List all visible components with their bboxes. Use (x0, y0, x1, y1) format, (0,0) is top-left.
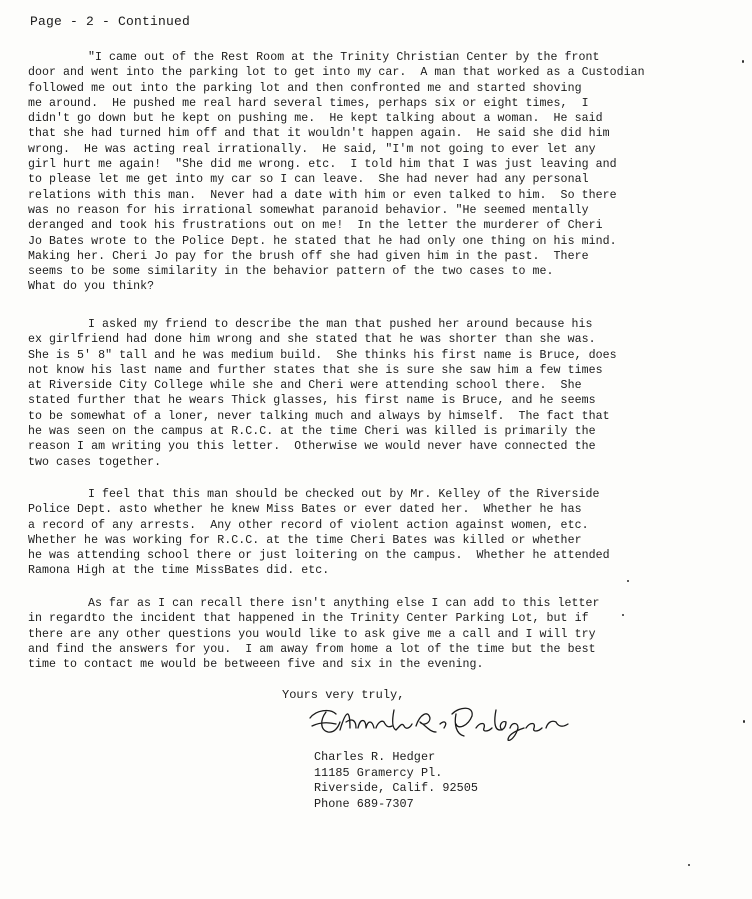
closing-line: Yours very truly, (282, 688, 405, 702)
text-line: What do you think? (28, 280, 155, 294)
text-line: seems to be some similarity in the behavior pattern of the two cases to me. (28, 265, 554, 279)
scan-speck (627, 580, 629, 582)
text-line: Whether he was working for R.C.C. at the time Cheri Bates was killed or whether (28, 533, 582, 547)
text-line: was no reason for his irrational somewhat paranoid behavior. "He seemed mentally (28, 203, 589, 217)
text-line: he was attending school there or just loitering on the campus. Whether he attended (28, 549, 610, 563)
text-line: a record of any arrests. Any other record of violent action against women, etc. (28, 518, 589, 532)
text-line: relations with this man. Never had a date with him or even talked to him. So there (28, 188, 617, 202)
text-line: not know his last name and further states that she is sure she saw him a few times (28, 363, 603, 377)
text-line: "I came out of the Rest Room at the Trinity Christian Center by the front (88, 51, 600, 64)
sender-name: Charles R. Hedger (314, 750, 436, 764)
sender-street: 11185 Gramercy Pl. (314, 765, 443, 780)
paragraph-2 (28, 317, 728, 470)
text-line: in regardto the incident that happened in the Trinity Center Parking Lot, but if (28, 612, 589, 626)
text-line: time to contact me would be betweeen five and six in the evening. (28, 658, 484, 672)
text-line: didn't go down but he kept on pushing me. He kept talking about a woman. He said (28, 112, 603, 126)
text-line: As far as I can recall there isn't anything else I can add to this letter (88, 597, 600, 610)
text-line: me around. He pushed me real hard several times, perhaps six or eight times, I (28, 96, 589, 110)
text-line: I asked my friend to describe the man that pushed her around because his (88, 318, 593, 331)
text-line: that she had turned him off and that it wouldn't happen again. He said she did him (28, 127, 610, 141)
paragraph-3 (28, 487, 728, 579)
text-line: Making her. Cheri Jo pay for the brush off she had given him in the past. There (28, 249, 589, 263)
text-line: and find the answers for you. I am away from home a lot of the time but the best (28, 642, 596, 656)
sender-city: Riverside, Calif. 92505 (314, 781, 478, 796)
text-line: Police Dept. asto whether he knew Miss Bates or ever dated her. Whether he has (28, 503, 582, 517)
text-line: Jo Bates wrote to the Police Dept. he stated that he had only one thing on his mind. (28, 234, 617, 248)
text-line: wrong. He was acting real irrationally. He said, "I'm not going to ever let any (28, 142, 596, 156)
text-line: reason I am writing you this letter. Otherwise we would never have connected the (28, 440, 596, 454)
text-line: there are any other questions you would like to ask give me a call and I will try (28, 627, 596, 641)
text-line: to be somewhat of a loner, never talking much and always by himself. The fact that (28, 409, 610, 423)
text-line: I feel that this man should be checked out by Mr. Kelley of the Riverside (88, 488, 600, 501)
paragraph-4 (28, 596, 728, 672)
scan-speck (742, 60, 744, 63)
text-line: door and went into the parking lot to get into my car. A man that worked as a Custodian (28, 66, 645, 80)
text-line: two cases together. (28, 455, 162, 469)
page-header: Page - 2 - Continued (30, 14, 191, 29)
text-line: stated further that he wears Thick glasses, his first name is Bruce, and he seems (28, 394, 596, 408)
text-line: Ramona High at the time MissBates did. etc. (28, 564, 330, 578)
text-line: deranged and took his frustrations out on me! In the letter the murderer of Cheri (28, 219, 603, 233)
scan-speck (688, 864, 690, 866)
scan-speck (622, 614, 624, 616)
sender-address-block (314, 750, 478, 812)
scan-speck (743, 720, 745, 723)
text-line: ex girlfriend had done him wrong and she stated that he was shorter than she was. (28, 333, 596, 347)
text-line: followed me out into the parking lot and then confronted me and started shoving (28, 81, 582, 95)
text-line: at Riverside City College while she and Cheri were attending school there. She (28, 379, 582, 393)
text-line: he was seen on the campus at R.C.C. at the time Cheri was killed is primarily the (28, 425, 596, 439)
text-line: to please let me get into my car so I can leave. She had never had any personal (28, 173, 589, 187)
text-line: girl hurt me again! "She did me wrong. etc. I told him that I was just leaving and (28, 158, 617, 172)
text-line: She is 5' 8" tall and he was medium build. She thinks his first name is Bruce, does (28, 348, 617, 362)
handwritten-signature (306, 700, 576, 744)
paragraph-1 (28, 50, 728, 295)
sender-phone: Phone 689-7307 (314, 796, 414, 811)
